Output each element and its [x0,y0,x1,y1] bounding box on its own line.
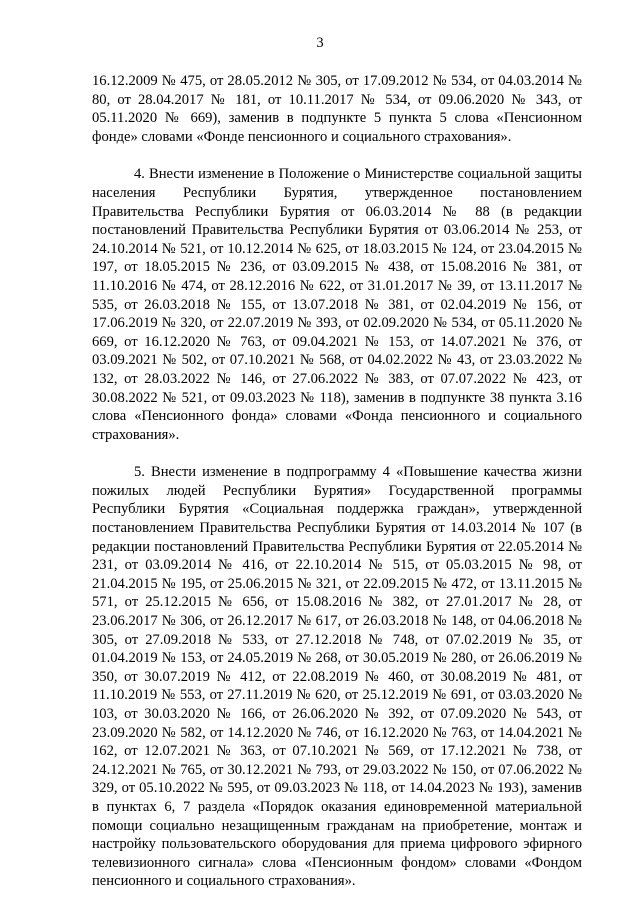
paragraph-item-5: 5. Внести изменение в подпрограмму 4 «Повышение качества жизни пожилых людей Республики Бурятия» Государственной программы Республики Бурятия «Социальная поддержка граждан», утвержденной постановлением Правительства Республики Бурятия от 14.03.2014 № 107 (в редакции постановлений Правительства Республики Бурятия от 22.05.2014 № 231, от 03.09.2014 № 416, от 22.10.2014 № 515, от 05.03.2015 № 98, от 21.04.2015 № 195, от 25.06.2015 № 321, от 22.09.2015 № 472, от 13.11.2015 № 571, от 25.12.2015 № 656, от 15.08.2016 № 382, от 27.01.2017 № 28, от 23.06.2017 № 306, от 26.12.2017 № 617, от 26.03.2018 № 148, от 04.06.2018 № 305, от 27.09.2018 № 533, от 27.12.2018 № 748, от 07.02.2019 № 35, от 01.04.2019 № 153, от 24.05.2019 № 268, от 30.05.2019 № 280, от 26.06.2019 № 350, от 30.07.2019 № 412, от 22.08.2019 № 460, от 30.08.2019 № 481, от 11.10.2019 № 553, от 27.11.2019 № 620, от 25.12.2019 № 691, от 03.03.2020 № 103, от 30.03.2020 № 166, от 26.06.2020 № 392, от 07.09.2020 № 543, от 23.09.2020 № 582, от 14.12.2020 № 746, от 16.12.2020 № 763, от 14.04.2021 № 162, от 12.07.2021 № 363, от 07.10.2021 № 569, от 17.12.2021 № 738, от 24.12.2021 № 765, от 30.12.2021 № 793, от 29.03.2022 № 150, от 07.06.2022 № 329, от 05.10.2022 № 595, от 09.03.2023 № 118, от 14.04.2023 № 193), заменив в пунктах 6, 7 раздела «Порядок оказания единовременной материальной помощи социально незащищенным гражданам на приобретение, монтаж и настройку пользовательского оборудования для приема цифрового эфирного телевизионного сигнала» слова «Пенсионным фондом» словами «Фондом пенсионного и социального страхования». [92,464,582,890]
paragraph-continuation: 16.12.2009 № 475, от 28.05.2012 № 305, от 17.09.2012 № 534, от 04.03.2014 № 80, от 28.04.2017 № 181, от 10.11.2017 № 534, от 09.06.2020 № 343, от 05.11.2020 № 669), заменив в подпункте 5 пункта 5 слова «Пенсионном фонде» словами «Фонде пенсионного и социального страхования». [92,73,582,145]
page-number: 3 [316,35,324,51]
paragraph-item-4: 4. Внести изменение в Положение о Министерстве социальной защиты населения Республики Бурятия, утвержденное постановлением Правительства Республики Бурятия от 06.03.2014 № 88 (в редакции постановлений Правительства Республики Бурятия от 03.06.2014 № 253, от 24.10.2014 № 521, от 10.12.2014 № 625, от 18.03.2015 № 124, от 23.04.2015 № 197, от 18.05.2015 № 236, от 03.09.2015 № 438, от 15.08.2016 № 381, от 11.10.2016 № 474, от 28.12.2016 № 622, от 31.01.2017 № 39, от 13.11.2017 № 535, от 26.03.2018 № 155, от 13.07.2018 № 381, от 02.04.2019 № 156, от 17.06.2019 № 320, от 22.07.2019 № 393, от 02.09.2020 № 534, от 05.11.2020 № 669, от 16.12.2020 № 763, от 09.04.2021 № 153, от 14.07.2021 № 376, от 03.09.2021 № 502, от 07.10.2021 № 568, от 04.02.2022 № 43, от 23.03.2022 № 132, от 28.03.2022 № 146, от 27.06.2022 № 383, от 07.07.2022 № 423, от 30.08.2022 № 521, от 09.03.2023 № 118), заменив в подпункте 38 пункта 3.16 слова «Пенсионного фонда» словами «Фонда пенсионного и социального страхования». [92,166,582,443]
document-body [92,72,582,891]
